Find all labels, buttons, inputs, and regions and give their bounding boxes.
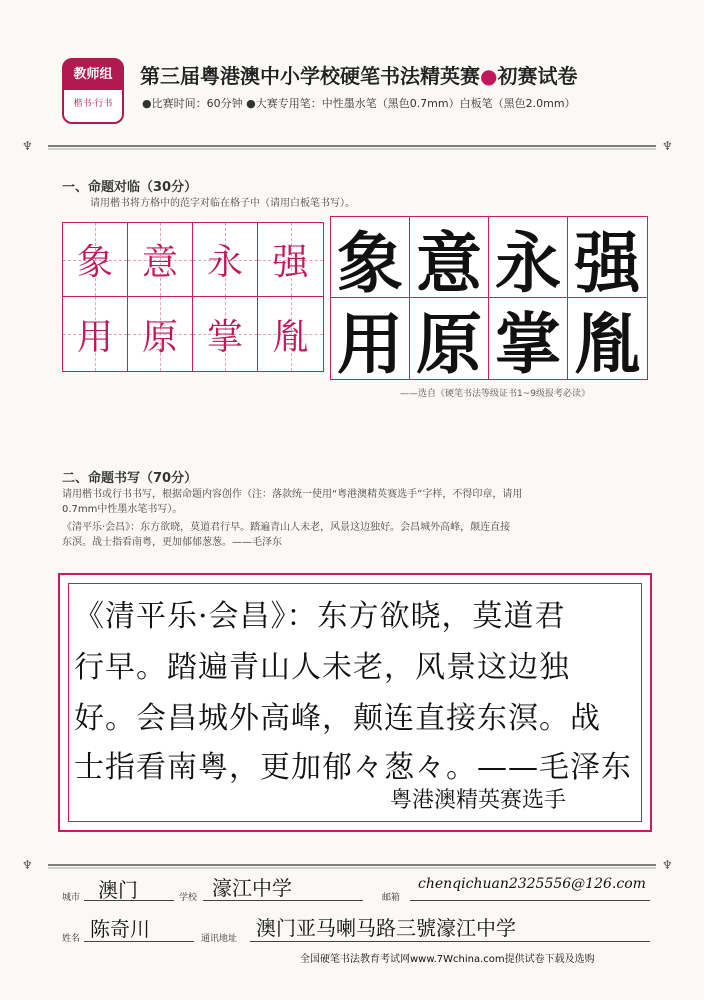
model-cell bbox=[410, 217, 489, 302]
copy-grid bbox=[62, 222, 324, 372]
city-label: 城市 bbox=[62, 893, 81, 903]
divider-top bbox=[22, 138, 682, 154]
copy-char: 强 bbox=[272, 242, 309, 283]
handwriting-line: 行早。踏遍青山人未老，风景这边独 bbox=[74, 650, 570, 685]
school-label: 学校 bbox=[179, 893, 198, 903]
model-cell bbox=[410, 298, 489, 383]
model-char: 强 bbox=[574, 223, 641, 302]
copy-char: 意 bbox=[141, 242, 178, 283]
svg-text:♆: ♆ bbox=[662, 858, 673, 872]
email-underline bbox=[410, 900, 650, 901]
poem-line: 《清平乐·会昌》：东方欲晓，莫道君行早。踏遍青山人未老，风景这边独好。会昌城外高峰，颠连直接 bbox=[62, 522, 511, 533]
model-cell bbox=[568, 298, 647, 383]
handwriting-line: 好。会昌城外高峰，颠连直接东溟。战 bbox=[74, 701, 601, 736]
page-title bbox=[140, 60, 577, 89]
copy-cell[interactable] bbox=[193, 297, 258, 371]
divider-bottom bbox=[22, 857, 682, 873]
school-field[interactable]: 濠江中学 bbox=[212, 876, 292, 900]
exam-info: ●比赛时间：60分钟 ●大赛专用笔：中性墨水笔（黑色0.7mm）白板笔（黑色2.0mm） bbox=[142, 97, 576, 110]
copy-char: 掌 bbox=[206, 316, 243, 358]
source-note: ——选自《硬笔书法等级证书1~9级报考必读》 bbox=[400, 389, 590, 399]
copy-char: 胤 bbox=[272, 316, 309, 358]
email-field[interactable]: chenqichuan2325556@126.com bbox=[418, 876, 646, 892]
copy-cell[interactable] bbox=[63, 223, 128, 297]
copy-char: 象 bbox=[76, 242, 113, 283]
handwriting-line: 士指看南粤，更加郁々葱々。——毛泽东 bbox=[74, 750, 632, 785]
model-grid bbox=[330, 216, 648, 383]
copy-cell[interactable] bbox=[128, 223, 193, 297]
name-label: 姓名 bbox=[62, 934, 81, 944]
model-char: 永 bbox=[495, 223, 561, 302]
model-cell bbox=[568, 217, 647, 302]
title-main: 第三届粤港澳中小学校硬笔书法精英赛 bbox=[140, 64, 480, 88]
section1-heading: 一、命题对临（30分） bbox=[62, 180, 198, 195]
title-dot: ● bbox=[480, 64, 498, 88]
poem-text bbox=[62, 520, 652, 550]
copy-char: 用 bbox=[76, 316, 113, 358]
copy-cell[interactable] bbox=[258, 297, 323, 371]
model-char: 掌 bbox=[495, 305, 561, 383]
model-cell bbox=[331, 298, 410, 383]
model-char: 用 bbox=[337, 305, 403, 383]
email-label: 邮箱 bbox=[382, 893, 401, 903]
poem-line: 东溟。战士指看南粤，更加郁郁葱葱。——毛泽东 bbox=[62, 537, 282, 548]
instruction-line: 请用楷书或行书书写，根据命题内容创作（注：落款统一使用“粤港澳精英赛选手”字样，不得印章，请用 bbox=[62, 489, 523, 500]
copy-char: 原 bbox=[141, 316, 178, 358]
model-char: 象 bbox=[337, 223, 403, 302]
address-field[interactable]: 澳门亚马喇马路三號濠江中学 bbox=[256, 916, 516, 940]
name-field[interactable]: 陈奇川 bbox=[90, 917, 150, 941]
title-tail: 初赛试卷 bbox=[497, 64, 578, 88]
badge-title: 教师组 bbox=[64, 60, 122, 90]
instruction-line: 0.7mm中性墨水笔书写）。 bbox=[62, 504, 183, 515]
model-char: 意 bbox=[416, 223, 482, 302]
section2-heading: 二、命题书写（70分） bbox=[62, 471, 198, 486]
signature: 粤港澳精英赛选手 bbox=[390, 788, 567, 813]
model-char: 原 bbox=[416, 305, 482, 383]
svg-text:♆: ♆ bbox=[22, 858, 33, 872]
address-label: 通讯地址 bbox=[201, 934, 238, 944]
section2-instruction bbox=[62, 487, 652, 517]
copy-cell[interactable] bbox=[193, 223, 258, 297]
copy-char: 永 bbox=[206, 242, 243, 283]
badge-subtitle: 楷书·行书 bbox=[73, 99, 113, 109]
model-cell bbox=[489, 298, 568, 383]
model-cell bbox=[331, 217, 410, 302]
section1-instruction: 请用楷书将方格中的范字对临在格子中（请用白板笔书写）。 bbox=[90, 198, 355, 209]
group-badge bbox=[62, 58, 124, 124]
copy-cell[interactable] bbox=[128, 297, 193, 371]
model-char: 胤 bbox=[574, 305, 641, 383]
copy-cell[interactable] bbox=[258, 223, 323, 297]
svg-text:♆: ♆ bbox=[22, 139, 33, 153]
writing-box[interactable] bbox=[58, 573, 652, 832]
handwriting-line: 《清平乐·会昌》：东方欲晓，莫道君 bbox=[74, 599, 566, 634]
city-field[interactable]: 澳门 bbox=[98, 878, 138, 902]
model-cell bbox=[489, 217, 568, 302]
footer-note: 全国硬笔书法教育考试网www.7Wchina.com提供试卷下载及选购 bbox=[300, 954, 595, 965]
copy-cell[interactable] bbox=[63, 297, 128, 371]
svg-text:♆: ♆ bbox=[662, 139, 673, 153]
address-underline bbox=[250, 941, 650, 942]
